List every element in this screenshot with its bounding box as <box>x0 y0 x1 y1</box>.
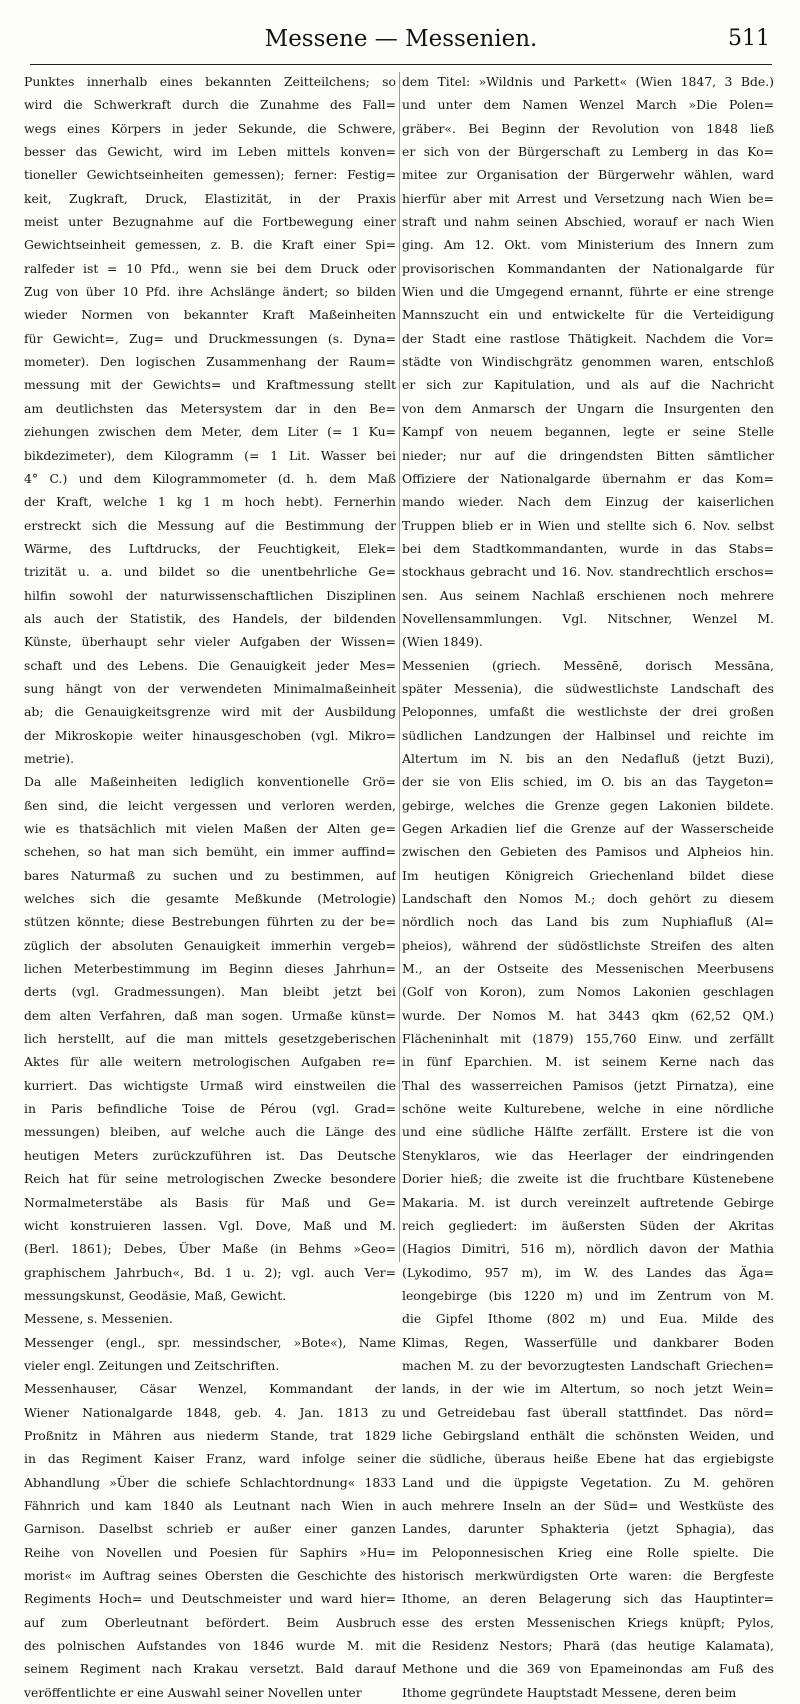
text-line: ralfeder ist = 10 Pfd., wenn sie bei dem Druck oder <box>24 260 396 276</box>
text-line: mando wieder. Nach dem Einzug der kaiserlichen <box>402 494 774 510</box>
text-line: Messene, s. Messenien. <box>24 1311 173 1327</box>
text-line: derts (vgl. Gradmessungen). Man bleibt jetzt bei <box>24 984 396 1000</box>
text-line: Zug von über 10 Pfd. ihre Achslänge ändert; so bilden <box>24 284 396 300</box>
text-line: 4° C.) und dem Kilogrammometer (d. h. dem Maß <box>24 470 396 486</box>
text-line: von dem Anmarsch der Ungarn die Insurgenten den <box>402 400 774 416</box>
text-line: gebirge, welches die Grenze gegen Lakonien bildete. <box>402 797 774 813</box>
text-line: straft und nahm seinen Abschied, worauf er nach Wien <box>402 214 774 230</box>
page-title: Messene — Messenien. <box>264 26 538 52</box>
text-line: Fähnrich und kam 1840 als Leutnant nach Wien in <box>24 1497 396 1513</box>
text-line: gräber«. Bei Beginn der Revolution von 1848 ließ <box>402 120 774 136</box>
text-line: die südliche, überaus heiße Ebene hat das ergiebigste <box>402 1451 774 1467</box>
text-line: heutigen Meters zurückzuführen ist. Das Deutsche <box>24 1147 396 1163</box>
text-line: (Hagios Dimitri, 516 m), nördlich davon der Mathia <box>402 1241 774 1257</box>
right-column <box>402 70 774 1704</box>
text-line: kurriert. Das wichtigste Urmaß wird einstweilen die <box>24 1077 396 1093</box>
text-line: Abhandlung »Über die schiefe Schlachtordnung« 1833 <box>24 1474 396 1490</box>
text-line: stockhaus gebracht und 16. Nov. standrechtlich erschos= <box>402 564 774 580</box>
text-line: (Lykodimo, 957 m), im W. des Landes das Äga= <box>402 1264 774 1280</box>
text-line: lichen Meterbestimmung im Beginn dieses Jahrhun= <box>24 961 396 977</box>
text-line: dem Titel: »Wildnis und Parkett« (Wien 1847, 3 Bde.) <box>402 74 774 89</box>
text-line: die Gipfel Ithome (802 m) und Eua. Milde des <box>402 1311 774 1327</box>
text-line: trizität u. a. und bildet so die unentbehrliche Ge= <box>24 564 396 580</box>
page-number: 511 <box>728 26 770 51</box>
text-line: und eine südliche Hälfte zerfällt. Erstere ist die von <box>402 1124 774 1140</box>
text-line: Ithome, an deren Belagerung sich das Hauptinter= <box>402 1591 774 1607</box>
running-head <box>30 8 772 65</box>
text-line: der Mikroskopie weiter hinausgeschoben (vgl. Mikro= <box>24 727 396 743</box>
text-line: städte von Windischgrätz genommen waren, entschloß <box>402 354 774 370</box>
text-line: (Wien 1849). <box>402 634 483 650</box>
text-line: Truppen blieb er in Wien und stellte sich 6. Nov. selbst <box>402 517 774 533</box>
text-line: nördlich noch das Land bis zum Nuphiafluß (Al= <box>402 914 774 930</box>
text-line: wieder Normen von bekannter Kraft Maßeinheiten <box>24 307 396 323</box>
text-line: Mannszucht ein und entwickelte für die Verteidigung <box>402 307 774 323</box>
text-line: Wärme, des Luftdrucks, der Feuchtigkeit, Elek= <box>24 540 396 556</box>
text-line: Da alle Maßeinheiten lediglich konventionelle Grö= <box>24 774 396 790</box>
text-line: die Residenz Nestors; Pharä (das heutige Kalamata), <box>402 1638 774 1654</box>
text-line: Messenien (griech. Messēnē, dorisch Messāna, <box>402 657 774 673</box>
text-line: Landschaft den Nomos M.; doch gehört zu diesem <box>402 891 774 907</box>
text-line: zwischen den Gebieten des Pamisos und Alpheios hin. <box>402 844 774 860</box>
text-line: in fünf Eparchien. M. ist seinem Kerne nach das <box>402 1054 774 1070</box>
left-column <box>24 70 396 1704</box>
text-line: Altertum im N. bis an den Nedafluß (jetzt Buzi), <box>402 750 774 766</box>
text-line: er sich zur Kapitulation, und als auf die Nachricht <box>402 377 774 393</box>
text-line: Künste, überhaupt sehr vieler Aufgaben der Wissen= <box>24 634 396 650</box>
text-line: in das Regiment Kaiser Franz, ward infolge seiner <box>24 1451 396 1467</box>
text-line: reich gegliedert: im äußersten Süden der Akritas <box>402 1217 774 1233</box>
text-line: keit, Zugkraft, Druck, Elastizität, in der Praxis <box>24 190 396 206</box>
text-line: M., an der Ostseite des Messenischen Meerbusens <box>402 961 774 977</box>
text-line: wicht konstruieren lassen. Vgl. Dove, Maß und M. <box>24 1217 396 1233</box>
text-line: Reich hat für seine metrologischen Zwecke besondere <box>24 1171 396 1187</box>
text-line: hilfin sowohl der naturwissenschaftlichen Disziplinen <box>24 587 396 603</box>
text-line: Reihe von Novellen und Poesien für Saphirs »Hu= <box>24 1544 396 1560</box>
text-line: schöne weite Kulturebene, welche in eine nördliche <box>402 1101 774 1117</box>
text-line: ziehungen zwischen dem Meter, dem Liter (= 1 Ku= <box>24 424 396 440</box>
text-line: Gegen Arkadien lief die Grenze auf der Wasserscheide <box>402 821 774 836</box>
text-line: am deutlichsten das Metersystem dar in den Be= <box>24 400 396 416</box>
text-line: ging. Am 12. Okt. vom Ministerium des Innern zum <box>402 237 774 253</box>
text-line: und unter dem Namen Wenzel March »Die Polen= <box>402 97 774 113</box>
text-line: wurde. Der Nomos M. hat 3443 qkm (62,52 QM.) <box>402 1007 774 1023</box>
text-line: sen. Aus seinem Nachlaß erschienen noch mehrere <box>402 587 774 603</box>
text-line: lands, in der wie im Altertum, so noch jetzt Wein= <box>402 1381 774 1397</box>
text-line: Offiziere der Nationalgarde übernahm er das Kom= <box>402 470 774 486</box>
text-line: Dorier hieß; die zweite ist die fruchtbare Küstenebene <box>402 1171 774 1187</box>
text-line: messungskunst, Geodäsie, Maß, Gewicht. <box>24 1287 287 1303</box>
text-line: der Stadt eine rastlose Thätigkeit. Nachdem die Vor= <box>402 330 774 346</box>
text-line: Kampf von neuem begannen, legte er seine Stelle <box>402 424 774 440</box>
text-line: graphischem Jahrbuch«, Bd. 1 u. 2); vgl. auch Ver= <box>24 1264 396 1280</box>
text-line: bares Naturmaß zu suchen und zu bestimmen, auf <box>24 867 396 883</box>
text-line: messung mit der Gewichts= und Kraftmessung stellt <box>24 377 396 393</box>
text-line: dem alten Verfahren, daß man sogen. Urmaße künst= <box>24 1007 396 1023</box>
text-line: Novellensammlungen. Vgl. Nitschner, Wenzel M. <box>402 610 774 626</box>
text-line: Garnison. Daselbst schrieb er außer einer ganzen <box>24 1521 396 1537</box>
text-line: messungen) bleiben, auf welche auch die Länge des <box>24 1124 396 1140</box>
text-line: lich herstellt, auf die man mittels gesetzgeberischen <box>24 1031 396 1047</box>
text-line: Thal des wasserreichen Pamisos (jetzt Pirnatza), eine <box>402 1077 774 1093</box>
text-line: Punktes innerhalb eines bekannten Zeitteilchens; so <box>24 74 396 89</box>
text-line: liche Gebirgsland enthält die schönsten Weiden, und <box>402 1427 774 1443</box>
text-line: bei dem Stadtkommandanten, wurde in das Stabs= <box>402 540 774 556</box>
text-line: mitee zur Organisation der Bürgerwehr wählen, ward <box>402 167 774 183</box>
text-line: hierfür aber mit Arrest und Versetzung nach Wien be= <box>402 190 774 206</box>
text-line: historisch merkwürdigsten Orte waren: die Bergfeste <box>402 1568 774 1583</box>
text-line: besser das Gewicht, wird im Leben mittels konven= <box>24 144 396 160</box>
text-line: schaft und des Lebens. Die Genauigkeit jeder Mes= <box>24 657 396 673</box>
text-line: welches sich die gesamte Meßkunde (Metrologie) <box>24 891 396 907</box>
text-line: machen M. zu der bevorzugtesten Landschaft Griechen= <box>402 1357 774 1373</box>
text-line: in Paris befindliche Toise de Pérou (vgl. Grad= <box>24 1101 396 1117</box>
text-line: leongebirge (bis 1220 m) und im Zentrum von M. <box>402 1287 774 1303</box>
text-line: Landes, darunter Sphakteria (jetzt Sphagia), das <box>402 1521 774 1537</box>
text-line: sung hängt von der verwendeten Minimalmaßeinheit <box>24 680 396 696</box>
text-line: erstreckt sich die Messung auf die Bestimmung der <box>24 517 396 533</box>
text-line: (Golf von Koron), zum Nomos Lakonien geschlagen <box>402 984 774 1000</box>
text-line: er sich von der Bürgerschaft zu Lemberg in das Ko= <box>402 144 774 160</box>
text-line: Wien und die Umgegend ernannt, führte er eine strenge <box>402 284 774 300</box>
text-line: Regiments Hoch= und Deutschmeister und ward hier= <box>24 1591 396 1607</box>
column-divider <box>399 72 400 1262</box>
text-line: züglich der absoluten Genauigkeit immerhin vergeb= <box>24 937 396 953</box>
text-line: im Peloponnesischen Krieg eine Rolle spielte. Die <box>402 1544 774 1560</box>
text-line: Wiener Nationalgarde 1848, geb. 4. Jan. 1813 zu <box>24 1404 396 1420</box>
text-line: veröffentlichte er eine Auswahl seiner Novellen unter <box>24 1684 362 1700</box>
text-line: tioneller Gewichtseinheiten gemessen); ferner: Festig= <box>24 167 396 183</box>
text-line: der sie von Elis schied, im O. bis an das Taygeton= <box>402 774 774 790</box>
text-line: Land und die üppigste Vegetation. Zu M. gehören <box>402 1474 774 1490</box>
text-line: Messenhauser, Cäsar Wenzel, Kommandant der <box>24 1381 396 1397</box>
text-line: morist« im Auftrag seines Obersten die Geschichte des <box>24 1568 396 1583</box>
text-line: ab; die Genauigkeitsgrenze wird mit der Ausbildung <box>24 704 396 720</box>
text-line: provisorischen Kommandanten der Nationalgarde für <box>402 260 774 276</box>
text-line: der Kraft, welche 1 kg 1 m hoch hebt). Fernerhin <box>24 494 396 510</box>
text-line: Proßnitz in Mähren aus niederm Stande, trat 1829 <box>24 1427 396 1443</box>
text-line: nieder; nur auf die dringendsten Bitten sämtlicher <box>402 447 774 463</box>
text-line: später Messenia), die südwestlichste Landschaft des <box>402 680 774 696</box>
text-line: wegs eines Körpers in jeder Sekunde, die Schwere, <box>24 120 396 136</box>
text-line: südlichen Landzungen der Halbinsel und reichte im <box>402 727 774 743</box>
text-line: Aktes für alle weitern metrologischen Aufgaben re= <box>24 1054 396 1070</box>
text-line: Stenyklaros, wie das Heerlager der eindringenden <box>402 1147 774 1163</box>
text-line: bikdezimeter), dem Kilogramm (= 1 Lit. Wasser bei <box>24 447 396 463</box>
text-line: (Berl. 1861); Debes, Über Maße (in Behms »Geo= <box>24 1241 396 1257</box>
text-line: stützen könnte; diese Bestrebungen führten zu der be= <box>24 914 396 930</box>
text-line: ßen sind, die leicht vergessen und verloren werden, <box>24 797 396 813</box>
text-line: als auch der Statistik, des Handels, der bildenden <box>24 610 396 626</box>
text-line: Ithome gegründete Hauptstadt Messene, deren beim <box>402 1684 737 1700</box>
text-line: Normalmeterstäbe als Basis für Maß und Ge= <box>24 1194 396 1210</box>
text-line: wird die Schwerkraft durch die Zunahme des Fall= <box>24 97 396 113</box>
text-line: esse des ersten Messenischen Kriegs knüpft; Pylos, <box>402 1614 774 1630</box>
text-line: vieler engl. Zeitungen und Zeitschriften. <box>24 1357 280 1373</box>
text-line: Im heutigen Königreich Griechenland bildet diese <box>402 867 774 883</box>
text-line: Makaria. M. ist durch vereinzelt auftretende Gebirge <box>402 1194 774 1210</box>
text-line: des polnischen Aufstandes von 1846 wurde M. mit <box>24 1638 396 1654</box>
text-line: Gewichtseinheit gemessen, z. B. die Kraft einer Spi= <box>24 237 396 253</box>
text-line: pheios), während der südöstlichste Streifen des alten <box>402 937 774 953</box>
text-line: seinem Regiment nach Krakau versetzt. Bald darauf <box>24 1661 396 1677</box>
text-line: wie es thatsächlich mit vielen Maßen der Alten ge= <box>24 821 396 836</box>
text-line: Methone und die 369 von Epameinondas am Fuß des <box>402 1661 774 1677</box>
text-line: und Getreidebau fast überall stattfindet. Das nörd= <box>402 1404 774 1420</box>
text-line: Klimas, Regen, Wasserfülle und dankbarer Boden <box>402 1334 774 1350</box>
text-line: Messenger (engl., spr. messindscher, »Bote«), Name <box>24 1334 396 1350</box>
text-line: Flächeninhalt mit (1879) 155,760 Einw. und zerfällt <box>402 1031 774 1047</box>
text-line: für Gewicht=, Zug= und Druckmessungen (s. Dyna= <box>24 330 396 346</box>
text-line: auf zum Oberleutnant befördert. Beim Ausbruch <box>24 1614 396 1630</box>
text-line: meist unter Bezugnahme auf die Fortbewegung einer <box>24 214 396 230</box>
text-line: mometer). Den logischen Zusammenhang der Raum= <box>24 354 396 370</box>
text-line: Peloponnes, umfaßt die westlichste der drei großen <box>402 704 774 720</box>
text-line: auch mehrere Inseln an der Süd= und Westküste des <box>402 1497 774 1513</box>
text-line: metrie). <box>24 750 75 766</box>
text-line: schehen, so hat man sich bemüht, ein immer auffind= <box>24 844 396 860</box>
